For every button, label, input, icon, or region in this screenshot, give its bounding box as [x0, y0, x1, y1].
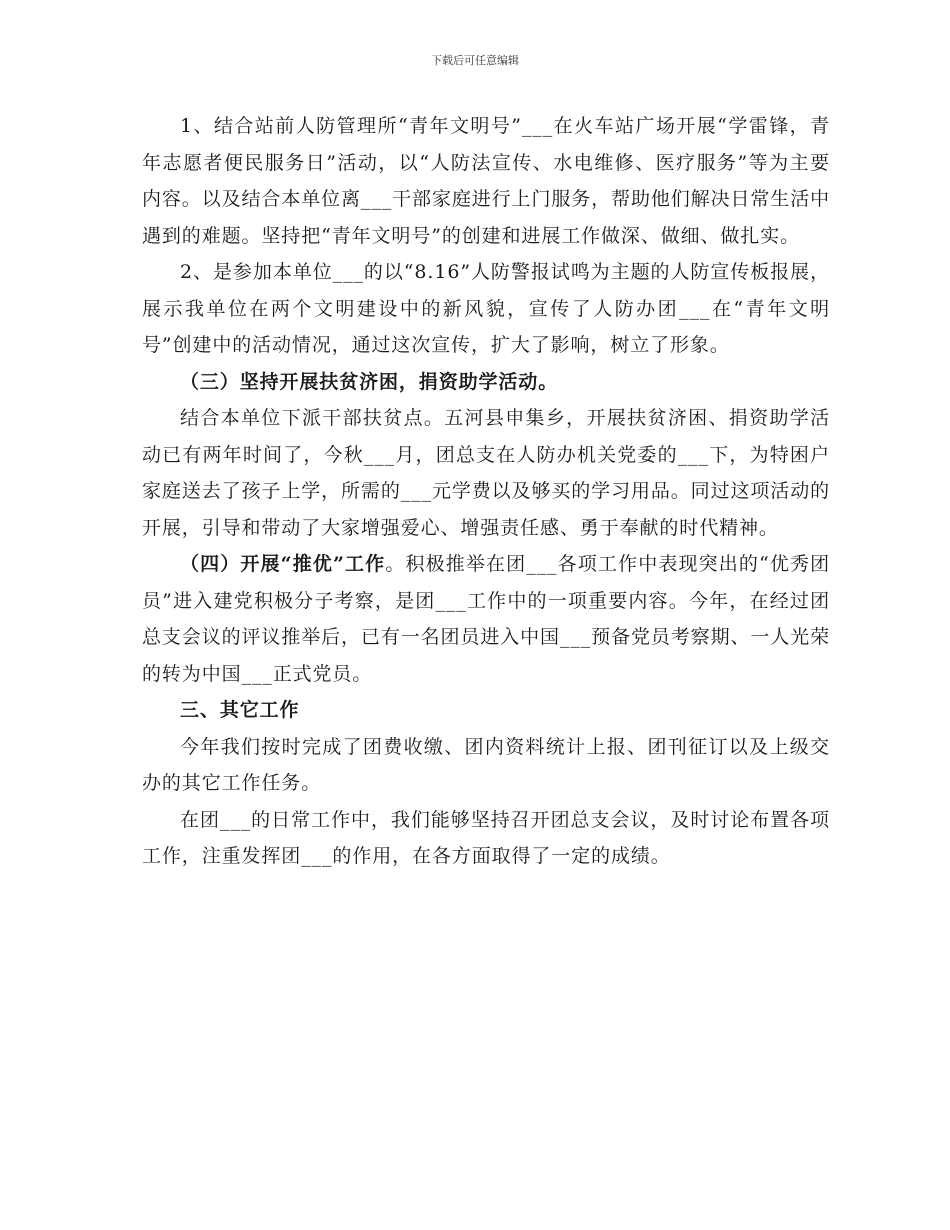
paragraph-4 [142, 546, 830, 692]
paragraph-2: 2、是参加本单位___的以“8.16”人防警报试鸣为主题的人防宣传板报展，展示我单位在两个文明建设中的新风貌，宣传了人防办团___在“青年文明号”创建中的活动情况，通过这次宣传，扩大了影响，树立了形象。 [142, 261, 830, 356]
paragraph-5: 今年我们按时完成了团费收缴、团内资料统计上报、团刊征订以及上级交办的其它工作任务。 [142, 735, 830, 794]
paragraph-1: 1、结合站前人防管理所“青年文明号”___在火车站广场开展“学雷锋，青年志愿者便民服务日”活动，以“人防法宣传、水电维修、医疗服务”等为主要内容。以及结合本单位离___干部家庭进行上门服务，帮助他们解决日常生活中遇到的难题。坚持把“青年文明号”的创建和进展工作做深、做细、做扎实。 [142, 115, 830, 247]
paragraph-4-text: 。积极推举在团___各项工作中表现突出的“优秀团员”进入建党积极分子考察，是团___工作中的一项重要内容。今年，在经过团总支会议的评议推举后，已有一名团员进入中国___预备党员考察期、一人光荣的转为中国___正式党员。 [142, 553, 830, 685]
section-heading-3: （三）坚持开展扶贫济困，捐资助学活动。 [180, 370, 559, 393]
document-body [142, 108, 830, 875]
paragraph-3: 结合本单位下派干部扶贫点。五河县申集乡，开展扶贫济困、捐资助学活动已有两年时间了，今秋___月，团总支在人防办机关党委的___下，为特困户家庭送去了孩子上学，所需的___元学费以及够买的学习用品。同过这项活动的开展，引导和带动了大家增强爱心、增强责任感、勇于奉献的时代精神。 [142, 407, 830, 539]
page-header: 下载后可任意编辑 [431, 54, 519, 67]
paragraph-6: 在团___的日常工作中，我们能够坚持召开团总支会议，及时讨论布置各项工作，注重发挥团___的作用，在各方面取得了一定的成绩。 [142, 808, 830, 867]
section-heading-other: 三、其它工作 [180, 699, 300, 721]
paragraph-4-lead: （四）开展“推优”工作 [180, 553, 386, 575]
